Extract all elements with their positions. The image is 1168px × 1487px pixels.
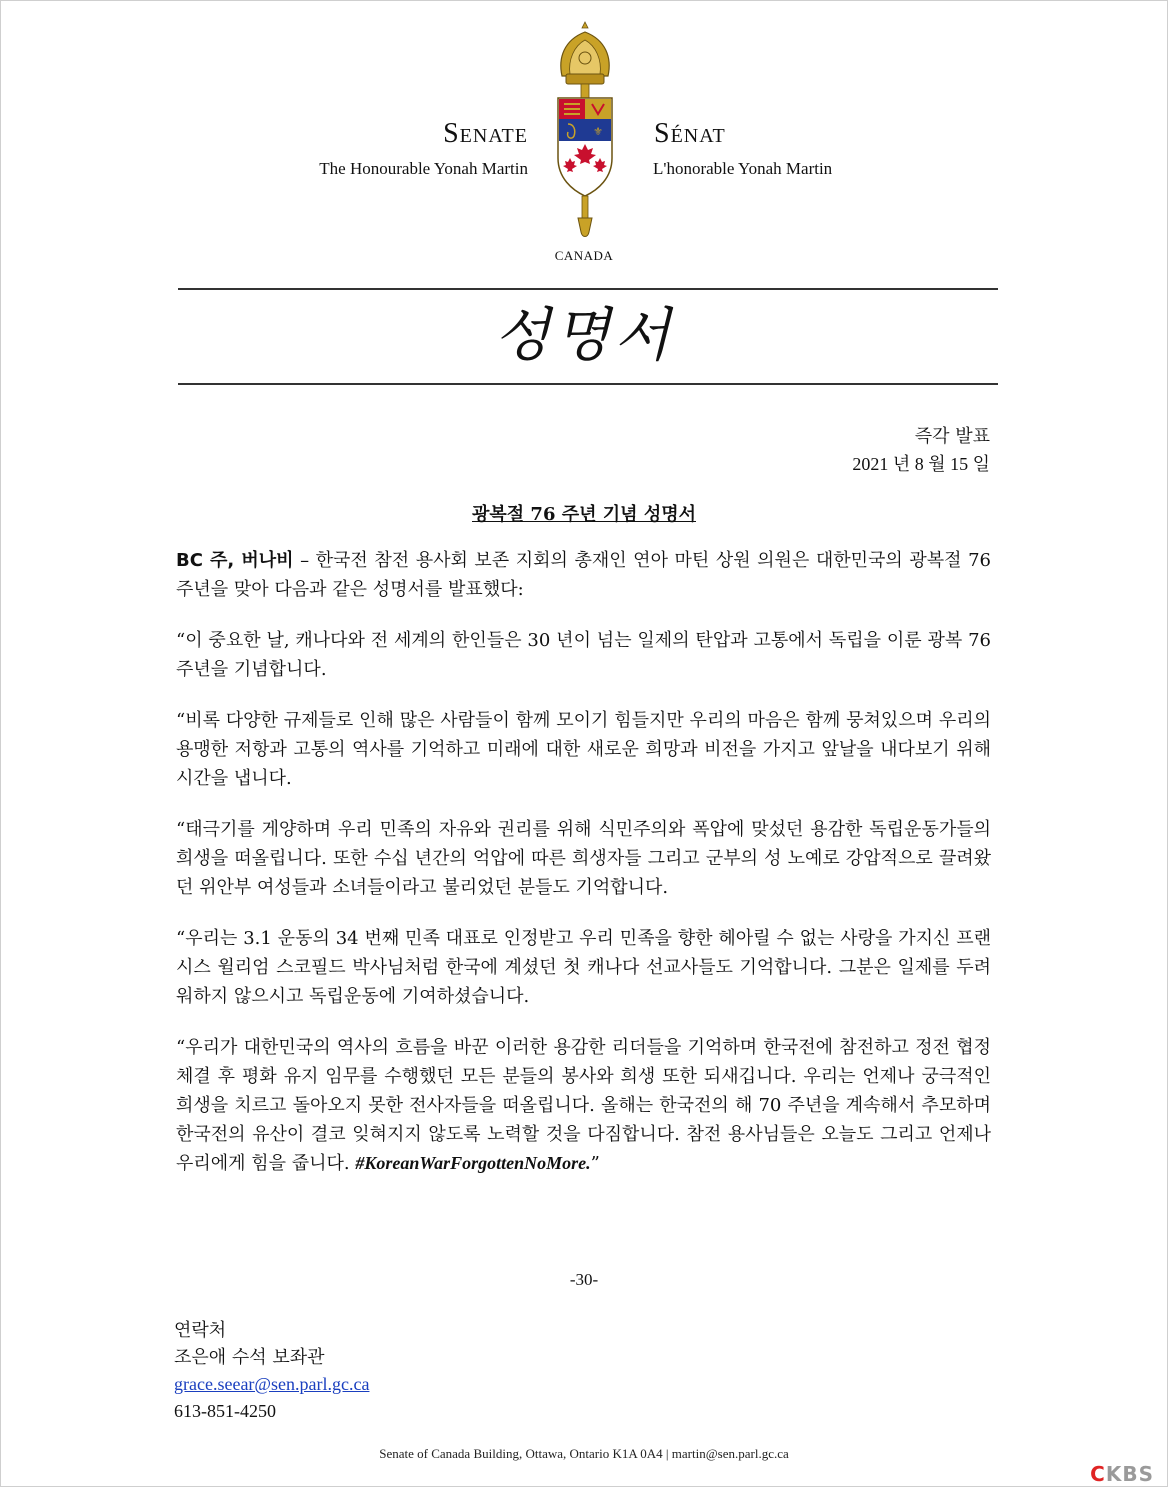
paragraph-2: “비록 다양한 규제들로 인해 많은 사람들이 함께 모이기 힘들지만 우리의 마음은 함께 뭉쳐있으며 우리의 용맹한 저항과 고통의 역사를 기억하고 미래에 대한 새로운 희망과 비전을 가지고 앞날을 내다보기 위해 시간을 냅니다.	[176, 710, 991, 789]
country-label: CANADA	[554, 248, 614, 263]
senate-label-en: Senate	[443, 118, 528, 149]
title-rule-top	[178, 288, 998, 290]
document-title: 성명서	[493, 301, 675, 369]
lead-paragraph	[176, 546, 991, 604]
paragraph-5	[176, 1033, 991, 1178]
release-label: 즉각 발표	[914, 426, 990, 447]
senator-name-en: The Honourable Yonah Martin	[319, 159, 528, 178]
paragraph-1: “이 중요한 날, 캐나다와 전 세계의 한인들은 30 년이 넘는 일제의 탄압과 고통에서 독립을 이룬 광복 76 주년을 기념합니다.	[176, 630, 991, 680]
contact-phone: 613-851-4250	[174, 1401, 276, 1421]
watermark-c: C	[1090, 1462, 1106, 1486]
hashtag: #KoreanWarForgottenNoMore.	[355, 1153, 591, 1173]
svg-text:⚜: ⚜	[593, 125, 603, 138]
senate-label-fr: Sénat	[654, 118, 726, 149]
senator-name-fr: L'honorable Yonah Martin	[653, 159, 833, 178]
contact-email-link[interactable]: grace.seear@sen.parl.gc.ca	[174, 1374, 370, 1394]
paragraph-3: “태극기를 게양하며 우리 민족의 자유와 권리를 위해 식민주의와 폭압에 맞섰던 용감한 독립운동가들의 희생을 떠올립니다. 또한 수십 년간의 억압에 따른 희생자들 그리고 군부의 성 노예로 강압적으로 끌려왔던 위안부 여성들과 소녀들이라고 불리었던 분들도 기억합니다.	[176, 819, 991, 898]
paragraph-5-text: “우리가 대한민국의 역사의 흐름을 바꾼 이러한 용감한 리더들을 기억하며 한국전에 참전하고 정전 협정 체결 후 평화 유지 임무를 수행했던 모든 분들의 봉사와 희생 또한 되새깁니다. 우리는 언제나 궁극적인 희생을 치르고 돌아오지 못한 전사자들을 떠올립니다. 올해는 한국전의 해 70 주년을 계속해서 추모하며 한국전의 유산이 결코 잊혀지지 않도록 노력할 것을 다짐합니다. 참전 용사님들은 오늘도 그리고 언제나 우리에게 힘을 줍니다.	[176, 1037, 991, 1174]
watermark-rest: KBS	[1105, 1462, 1154, 1486]
contact-block	[174, 1317, 369, 1425]
kbs-watermark-logo	[1090, 1462, 1154, 1486]
title-rule-bottom	[178, 383, 998, 385]
statement-body	[176, 546, 991, 1200]
footer-address: Senate of Canada Building, Ottawa, Ontario K1A 0A4 | martin@sen.parl.gc.ca	[379, 1446, 789, 1461]
paragraph-4: “우리는 3.1 운동의 34 번째 민족 대표로 인정받고 우리 민족을 향한 헤아릴 수 없는 사랑을 가지신 프랜시스 윌리엄 스코필드 박사님처럼 한국에 계셨던 첫 캐나다 선교사들도 기억합니다. 그분은 일제를 두려워하지 않으시고 독립운동에 기여하셨습니다.	[176, 928, 991, 1007]
contact-person: 조은애 수석 보좌관	[174, 1347, 325, 1368]
dateline-location: BC 주, 버나비	[176, 550, 294, 571]
senate-crest-icon	[540, 18, 630, 248]
headline: 광복절 76 주년 기념 성명서	[472, 504, 696, 525]
closing-quote: ”	[590, 1153, 600, 1174]
lead-text: – 한국전 참전 용사회 보존 지회의 총재인 연아 마틴 상원 의원은 대한민국의 광복절 76 주년을 맞아 다음과 같은 성명서를 발표했다:	[176, 550, 992, 600]
end-mark: -30-	[569, 1270, 599, 1289]
release-date: 2021 년 8 월 15 일	[852, 454, 990, 474]
contact-label: 연락처	[174, 1320, 227, 1341]
